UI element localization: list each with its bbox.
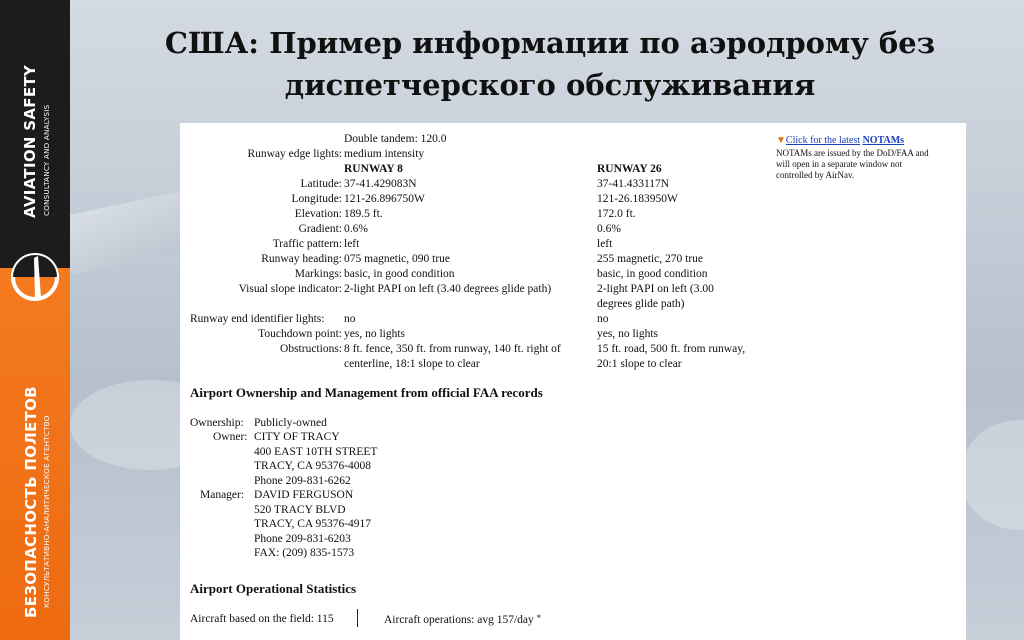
touchdown-label: Touchdown point: [258,328,342,340]
visual-slope-rwy26-cont: degrees glide path) [597,298,685,310]
runway-26-heading: RUNWAY 26 [597,163,662,175]
owner-line-1: CITY OF TRACY [254,431,340,443]
edge-lights-label: Runway edge lights: [247,148,342,160]
runway-heading-rwy26: 255 magnetic, 270 true [597,253,704,265]
visual-slope-rwy8: 2-light PAPI on left (3.40 degrees glide path) [344,283,552,295]
obstructions-rwy8-cont: centerline, 18:1 slope to clear [344,358,480,370]
manager-line-4: Phone 209-831-6203 [254,533,351,545]
owner-label: Owner: [213,431,248,443]
elevation-label: Elevation: [294,208,342,220]
notam-link-text[interactable]: Click for the latest [785,135,861,146]
aircraft-operations-footnote-mark[interactable]: * [536,613,542,623]
background-cloud [960,420,1024,530]
aircraft-operations [384,613,541,626]
visual-slope-label: Visual slope indicator: [238,283,342,295]
reil-label: Runway end identifier lights: [190,313,325,325]
manager-line-3: TRACY, CA 95376-4917 [254,518,372,530]
brand-english-subtitle: CONSULTANCY AND ANALYSIS [42,104,51,216]
obstructions-rwy26-cont: 20:1 slope to clear [597,358,682,370]
gradient-rwy26: 0.6% [597,223,621,235]
brand-english-title: AVIATION SAFETY [21,64,39,218]
reil-rwy26: no [597,313,609,325]
markings-label: Markings: [294,268,342,280]
aircraft-operations-text: Aircraft operations: avg 157/day [384,614,534,626]
ownership-label: Ownership: [190,417,244,429]
markings-rwy26: basic, in good condition [597,268,708,280]
brand-russian-subtitle: КОНСУЛЬТАТИВНО-АНАЛИТИЧЕСКОЕ АГЕНТСТВО [42,415,51,608]
stats-separator [357,609,358,627]
ownership-value: Publicly-owned [254,417,327,429]
latitude-label: Latitude: [300,178,342,190]
touchdown-rwy26: yes, no lights [597,328,659,340]
notam-arrow-icon: ▼ [776,135,786,146]
obstructions-rwy26: 15 ft. road, 500 ft. from runway, [597,343,746,355]
aircraft-based: Aircraft based on the field: 115 [190,613,334,625]
latitude-rwy26: 37-41.433117N [597,178,670,190]
obstructions-rwy8: 8 ft. fence, 350 ft. from runway, 140 ft. right of [344,343,561,355]
traffic-pattern-rwy8: left [344,238,360,250]
longitude-rwy26: 121-26.183950W [597,193,678,205]
slide-title-line-1: США: Пример информации по аэродрому без [164,26,936,60]
airport-info-document [180,123,966,640]
stats-heading: Airport Operational Statistics [190,581,357,596]
tandem-value: Double tandem: 120.0 [344,133,447,145]
owner-line-3: TRACY, CA 95376-4008 [254,460,372,472]
notam-note-line-3: controlled by AirNav. [776,170,855,180]
gradient-label: Gradient: [298,223,342,235]
manager-line-2: 520 TRACY BLVD [254,504,346,516]
notam-note-line-1: NOTAMs are issued by the DoD/FAA and [776,148,929,158]
latitude-rwy8: 37-41.429083N [344,178,417,190]
traffic-pattern-label: Traffic pattern: [272,238,342,250]
owner-line-4: Phone 209-831-6262 [254,475,351,487]
runway-heading-label: Runway heading: [261,253,342,265]
owner-line-2: 400 EAST 10TH STREET [254,446,378,458]
visual-slope-rwy26: 2-light PAPI on left (3.00 [597,283,714,295]
longitude-label: Longitude: [291,193,342,205]
manager-line-5: FAX: (209) 835-1573 [254,547,355,559]
notam-link-bold[interactable]: NOTAMs [862,135,905,146]
elevation-rwy8: 189.5 ft. [344,208,383,220]
manager-line-1: DAVID FERGUSON [254,489,354,501]
elevation-rwy26: 172.0 ft. [597,208,636,220]
gradient-rwy8: 0.6% [344,223,368,235]
reil-rwy8: no [344,313,356,325]
edge-lights-value: medium intensity [344,148,425,160]
slide-title-line-2: диспетчерского обслуживания [284,68,816,102]
traffic-pattern-rwy26: left [597,238,613,250]
brand-logo-icon [8,250,62,304]
brand-sidebar [0,0,70,640]
ownership-heading: Airport Ownership and Management from official FAA records [190,385,543,400]
markings-rwy8: basic, in good condition [344,268,455,280]
runway-8-heading: RUNWAY 8 [344,163,403,175]
runway-heading-rwy8: 075 magnetic, 090 true [344,253,451,265]
obstructions-label: Obstructions: [280,343,342,355]
notam-link[interactable] [776,135,904,146]
slide-title [90,22,1010,106]
notam-note-line-2: will open in a separate window not [776,159,902,169]
touchdown-rwy8: yes, no lights [344,328,406,340]
longitude-rwy8: 121-26.896750W [344,193,425,205]
brand-russian-title: БЕЗОПАСНОСТЬ ПОЛЕТОВ [22,386,40,618]
manager-label: Manager: [200,489,245,501]
